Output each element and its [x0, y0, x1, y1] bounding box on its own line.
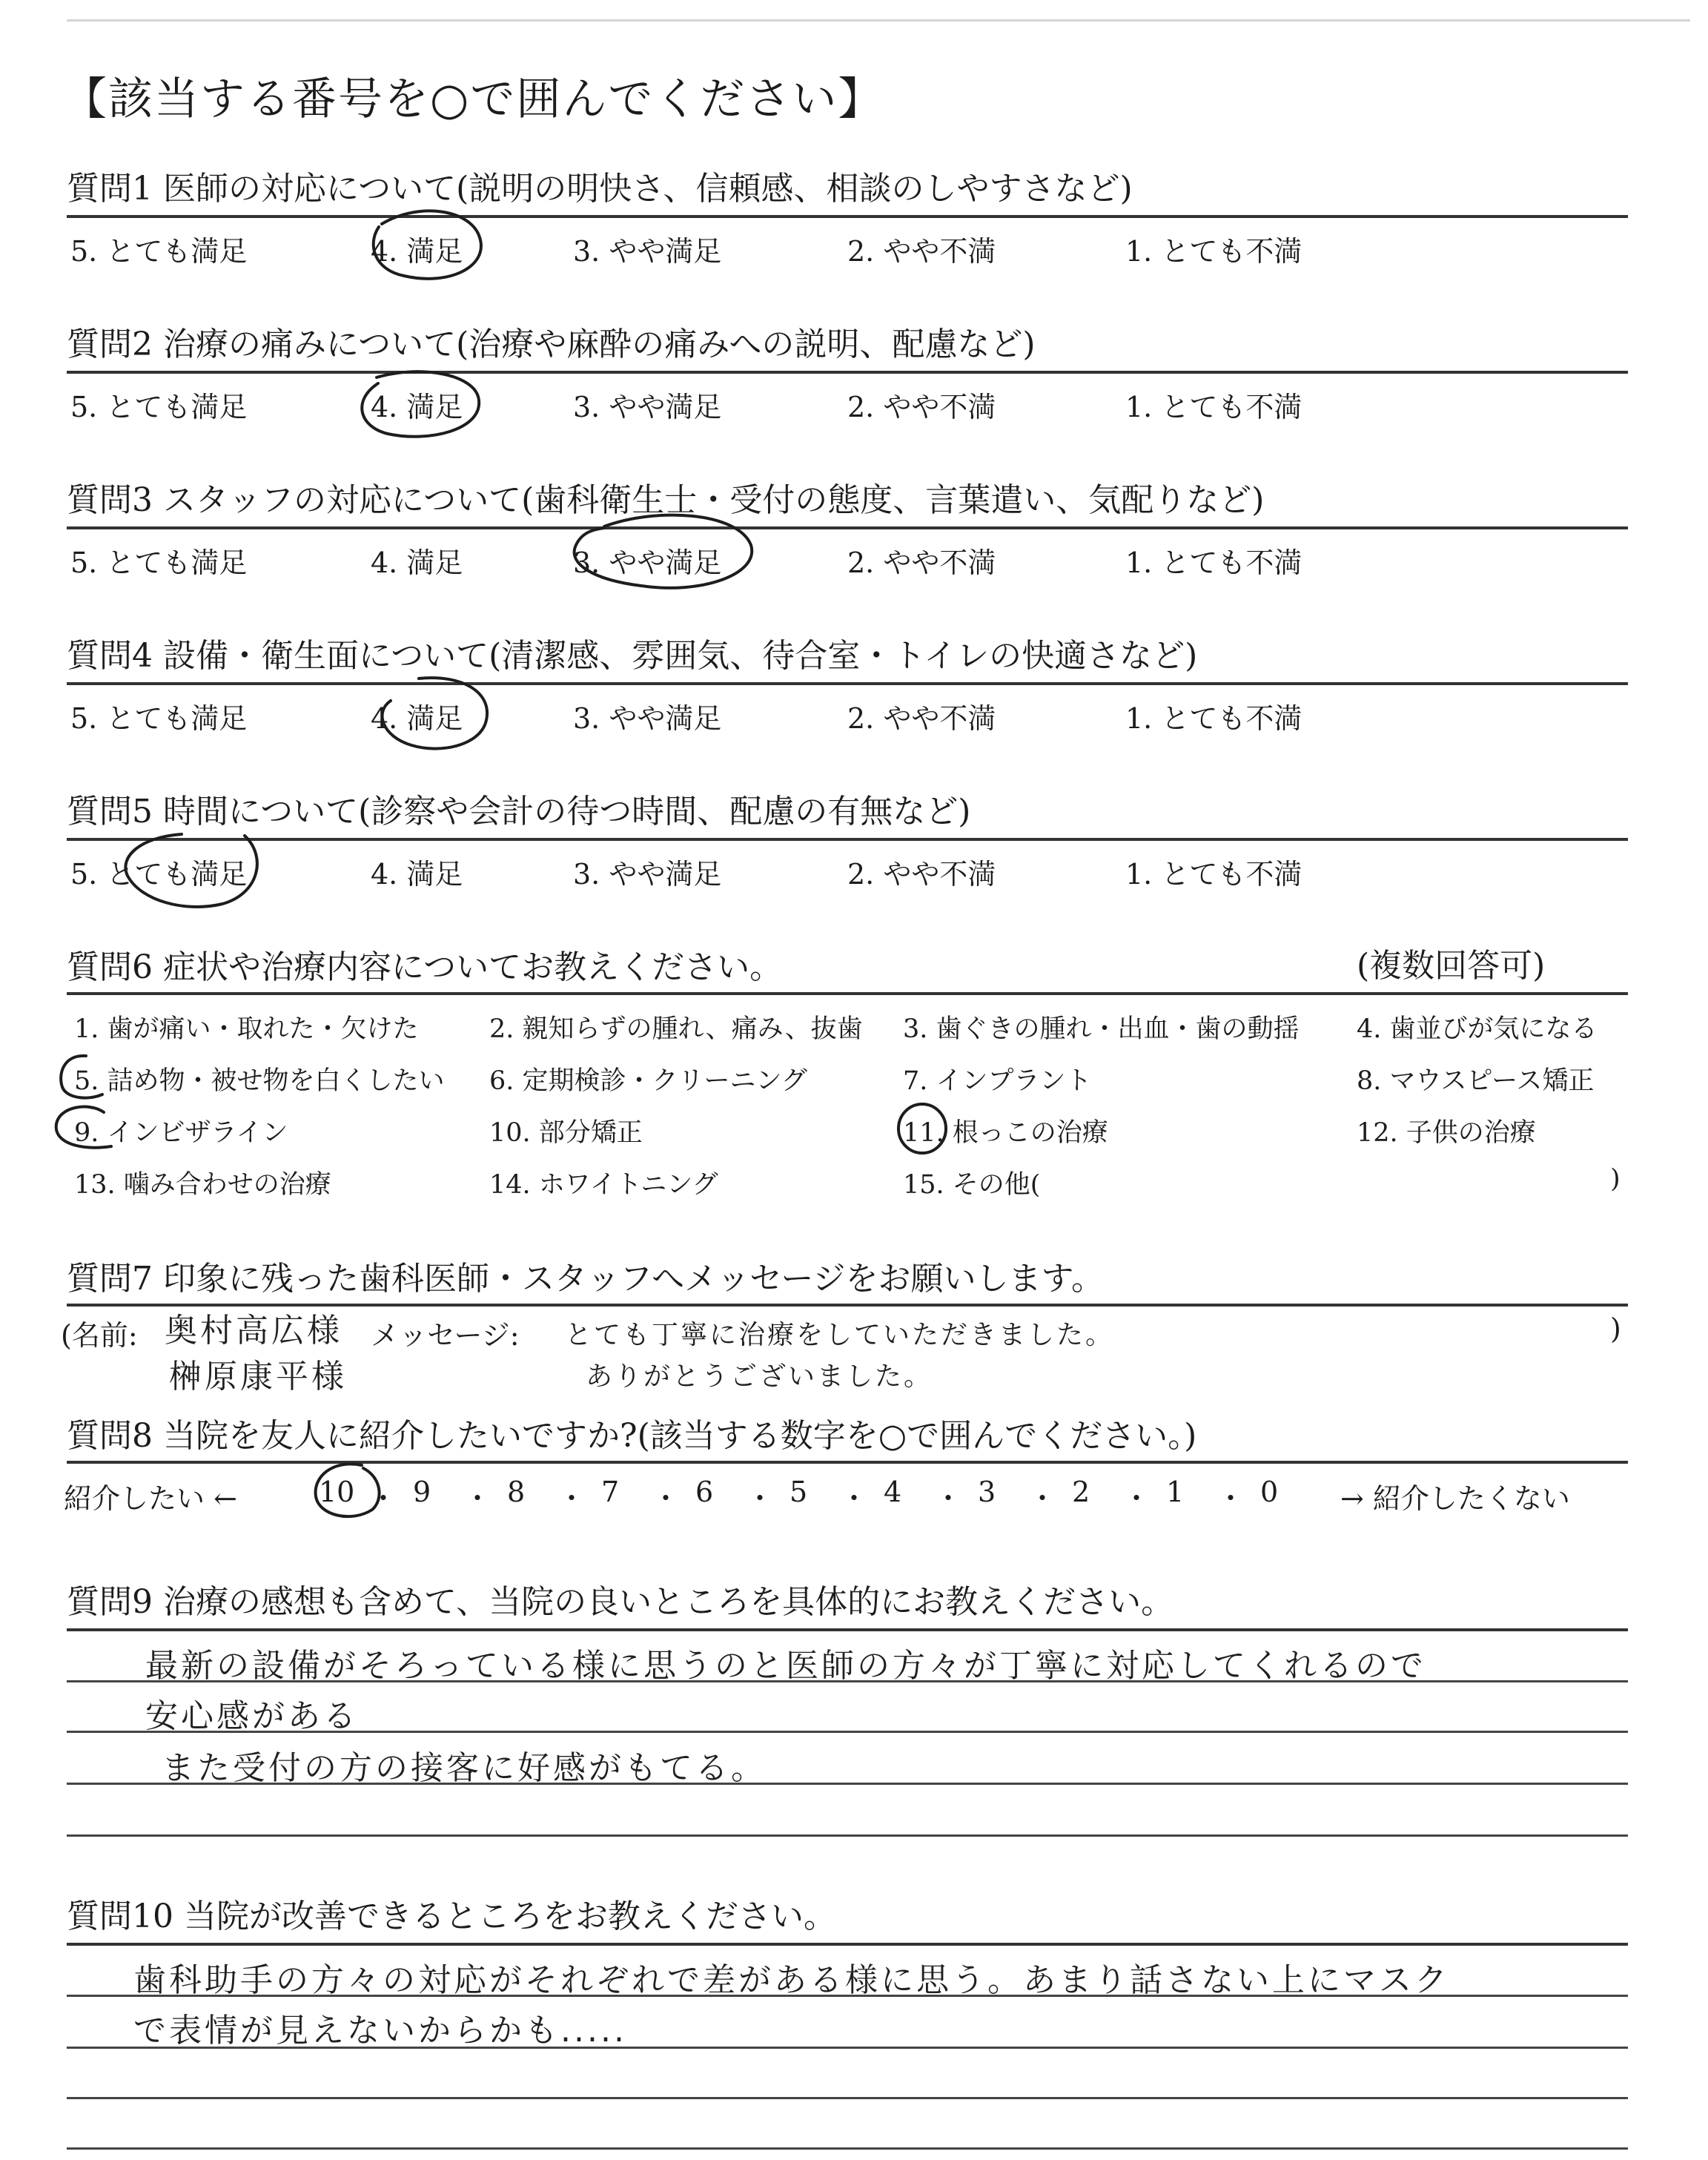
q8-scale-separator: ・	[1028, 1482, 1057, 1515]
q8-scale-separator: ・	[840, 1482, 869, 1515]
q8-scale-value-2[interactable]: 2	[1072, 1476, 1090, 1508]
q8-left-label: 紹介したい ←	[64, 1482, 237, 1515]
q10-answer-line-1: 歯科助手の方々の対応がそれぞれで差がある様に思う。あまり話さない上にマスク	[133, 1961, 1450, 1999]
q5-option-3[interactable]: 3. やや満足	[573, 858, 722, 891]
q1-option-4[interactable]: 4. 満足	[371, 235, 463, 268]
q9-answer-line-2: 安心感がある	[145, 1697, 359, 1735]
q5-option-2[interactable]: 2. やや不満	[847, 858, 996, 891]
question-4-rule	[67, 682, 1628, 685]
q1-option-1[interactable]: 1. とても不満	[1125, 235, 1302, 268]
q2-option-1[interactable]: 1. とても不満	[1125, 391, 1302, 423]
q6-option-3[interactable]: 3. 歯ぐきの腫れ・出血・歯の動揺	[903, 1014, 1300, 1044]
q6-selection-circle-11	[894, 1100, 953, 1160]
question-2-rule	[67, 371, 1628, 374]
q2-option-5[interactable]: 5. とても満足	[70, 391, 248, 423]
question-3-title: 質問3 スタッフの対応について(歯科衛生士・受付の態度、言葉遣い、気配りなど)	[67, 481, 1265, 519]
q4-option-5[interactable]: 5. とても満足	[70, 702, 248, 735]
question-10-title: 質問10 当院が改善できるところをお教えください。	[67, 1898, 836, 1935]
q10-write-line-4	[67, 2147, 1628, 2150]
q2-option-3[interactable]: 3. やや満足	[573, 391, 722, 423]
q6-option-13[interactable]: 13. 噛み合わせの治療	[74, 1170, 331, 1200]
q8-scale-value-0[interactable]: 0	[1260, 1476, 1279, 1508]
question-7-title: 質問7 印象に残った歯科医師・スタッフへメッセージをお願いします。	[67, 1260, 1104, 1298]
q8-scale-value-6[interactable]: 6	[695, 1476, 714, 1508]
q7-close-paren: )	[1610, 1312, 1621, 1345]
q9-write-line-4	[67, 1834, 1628, 1837]
q9-write-line-3	[67, 1783, 1628, 1785]
q8-right-label: → 紹介したくない	[1340, 1482, 1570, 1515]
q7-name-line-1: 奥村高広様	[165, 1312, 342, 1350]
q3-selection-circle	[560, 512, 760, 601]
q6-option-11[interactable]: 11. 根っこの治療	[903, 1118, 1108, 1148]
question-8-title: 質問8 当院を友人に紹介したいですか?(該当する数字を○で囲んでください。)	[67, 1417, 1197, 1455]
question-3-rule	[67, 526, 1628, 529]
q8-scale-value-3[interactable]: 3	[978, 1476, 996, 1508]
q3-option-2[interactable]: 2. やや不満	[847, 546, 996, 579]
q9-write-line-2	[67, 1731, 1628, 1733]
q8-selection-circle	[310, 1459, 384, 1526]
q8-scale-separator: ・	[652, 1482, 681, 1515]
q6-option-14[interactable]: 14. ホワイトニング	[489, 1170, 718, 1200]
q8-scale-separator: ・	[369, 1482, 398, 1515]
q6-option-2[interactable]: 2. 親知らずの腫れ、痛み、抜歯	[489, 1014, 863, 1044]
q7-message-line-2: ありがとうございました。	[586, 1361, 933, 1392]
q1-selection-circle	[360, 208, 493, 289]
question-10-rule	[67, 1943, 1628, 1946]
q1-option-3[interactable]: 3. やや満足	[573, 235, 722, 268]
question-6-rule	[67, 992, 1628, 995]
q5-option-4[interactable]: 4. 満足	[371, 858, 463, 891]
q10-write-line-3	[67, 2097, 1628, 2099]
q6-selection-circle-9	[52, 1102, 119, 1154]
q8-scale-separator: ・	[557, 1482, 586, 1515]
q6-option-15[interactable]: 15. その他(	[903, 1170, 1041, 1200]
q2-option-4[interactable]: 4. 満足	[371, 391, 463, 423]
q9-answer-line-3: また受付の方の接客に好感がもてる。	[162, 1749, 767, 1787]
q6-option-8[interactable]: 8. マウスピース矯正	[1357, 1066, 1595, 1096]
q5-option-5[interactable]: 5. とても満足	[70, 858, 248, 891]
question-1-title: 質問1 医師の対応について(説明の明快さ、信頼感、相談のしやすさなど)	[67, 170, 1133, 208]
q10-answer-line-2: で表情が見えないからかも.....	[133, 2012, 627, 2050]
q3-option-4[interactable]: 4. 満足	[371, 546, 463, 579]
q7-message-label: メッセージ:	[371, 1319, 520, 1352]
q2-selection-circle	[347, 367, 495, 449]
q6-option-4[interactable]: 4. 歯並びが気になる	[1357, 1014, 1598, 1044]
form-heading: 【該当する番号を○で囲んでください】	[62, 73, 884, 125]
question-6-note: (複数回答可)	[1357, 947, 1546, 985]
q4-selection-circle	[367, 671, 500, 760]
question-5-title: 質問5 時間について(診察や会計の待つ時間、配慮の有無など)	[67, 793, 971, 830]
q10-write-line-2	[67, 2047, 1628, 2049]
q1-option-2[interactable]: 2. やや不満	[847, 235, 996, 268]
q6-option-9[interactable]: 9. インビザライン	[74, 1118, 288, 1148]
question-9-title: 質問9 治療の感想も含めて、当院の良いところを具体的にお教えください。	[67, 1583, 1174, 1621]
q6-option-1[interactable]: 1. 歯が痛い・取れた・欠けた	[74, 1014, 419, 1044]
q10-write-line-1	[67, 1995, 1628, 1997]
q7-message-line-1: とても丁寧に治療をしていただきました。	[565, 1320, 1115, 1350]
q3-option-5[interactable]: 5. とても満足	[70, 546, 248, 579]
q1-option-5[interactable]: 5. とても満足	[70, 235, 248, 268]
question-1-rule	[67, 215, 1628, 218]
q6-option-15-close: )	[1610, 1164, 1621, 1194]
question-4-title: 質問4 設備・衛生面について(清潔感、雰囲気、待合室・トイレの快適さなど)	[67, 637, 1198, 675]
q6-option-10[interactable]: 10. 部分矯正	[489, 1118, 643, 1148]
question-6-title: 質問6 症状や治療内容についてお教えください。	[67, 948, 783, 986]
question-2-title: 質問2 治療の痛みについて(治療や麻酔の痛みへの説明、配慮など)	[67, 326, 1036, 363]
question-8-rule	[67, 1461, 1628, 1464]
q9-write-line-1	[67, 1680, 1628, 1682]
q6-option-12[interactable]: 12. 子供の治療	[1357, 1118, 1536, 1148]
q8-scale-separator: ・	[1122, 1482, 1151, 1515]
q5-option-1[interactable]: 1. とても不満	[1125, 858, 1302, 891]
q7-name-label: (名前:	[61, 1319, 138, 1352]
q3-option-3[interactable]: 3. やや満足	[573, 546, 722, 579]
q2-option-2[interactable]: 2. やや不満	[847, 391, 996, 423]
q8-scale-value-1[interactable]: 1	[1166, 1476, 1185, 1508]
q7-name-line-2: 榊原康平様	[169, 1358, 347, 1396]
q4-option-1[interactable]: 1. とても不満	[1125, 702, 1302, 735]
q8-scale-separator: ・	[746, 1482, 775, 1515]
scan-top-edge	[67, 19, 1690, 22]
q4-option-3[interactable]: 3. やや満足	[573, 702, 722, 735]
q8-scale-value-4[interactable]: 4	[884, 1476, 902, 1508]
q6-selection-circle-5	[56, 1051, 116, 1103]
q8-scale-value-7[interactable]: 7	[601, 1476, 620, 1508]
q5-selection-circle	[111, 827, 274, 916]
q6-option-7[interactable]: 7. インプラント	[903, 1066, 1092, 1096]
question-9-rule	[67, 1628, 1628, 1631]
q8-scale-separator: ・	[463, 1482, 492, 1515]
q8-scale-value-10[interactable]: 10	[319, 1476, 355, 1508]
q8-scale-separator: ・	[934, 1482, 963, 1515]
q8-scale-separator: ・	[1217, 1482, 1245, 1515]
q3-option-1[interactable]: 1. とても不満	[1125, 546, 1302, 579]
q4-option-2[interactable]: 2. やや不満	[847, 702, 996, 735]
q8-scale-value-8[interactable]: 8	[507, 1476, 526, 1508]
q6-option-5[interactable]: 5. 詰め物・被せ物を白くしたい	[74, 1066, 445, 1096]
q6-option-6[interactable]: 6. 定期検診・クリーニング	[489, 1066, 807, 1096]
q8-scale-value-9[interactable]: 9	[413, 1476, 431, 1508]
q4-option-4[interactable]: 4. 満足	[371, 702, 463, 735]
question-5-rule	[67, 838, 1628, 841]
q9-answer-line-1: 最新の設備がそろっている様に思うのと医師の方々が丁寧に対応してくれるので	[145, 1647, 1426, 1685]
q8-scale-value-5[interactable]: 5	[790, 1476, 808, 1508]
